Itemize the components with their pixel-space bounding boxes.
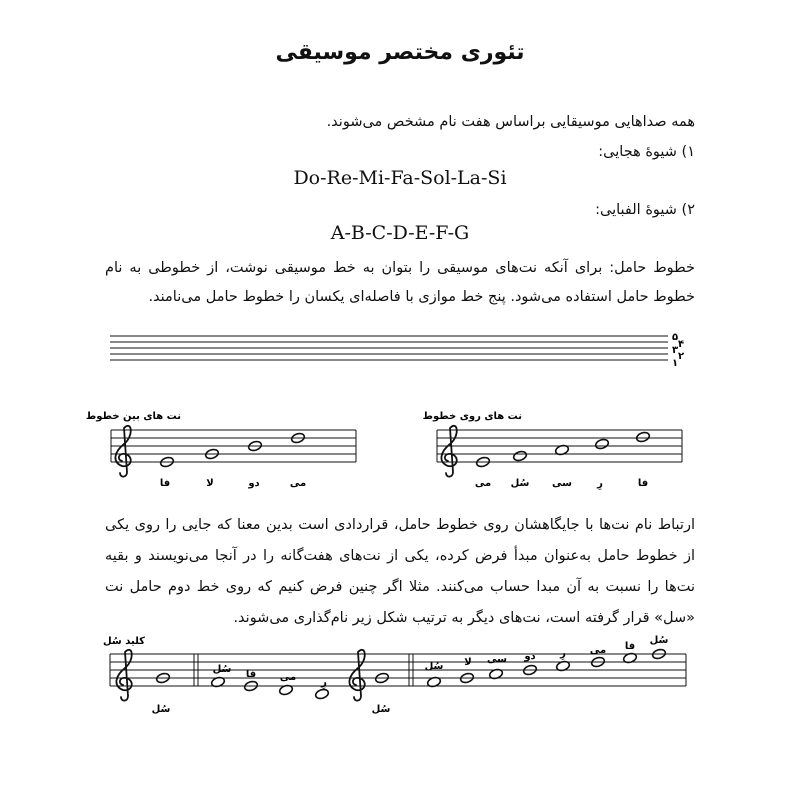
note-head <box>595 438 610 450</box>
note-head <box>513 450 528 462</box>
note-label: می <box>589 645 607 656</box>
note-label: فا <box>637 478 649 489</box>
note-head <box>315 688 330 700</box>
right-staff-example <box>423 411 682 491</box>
note-label: سُل <box>510 478 530 489</box>
note-label: لا <box>206 478 214 489</box>
note-label: سُل <box>151 704 171 715</box>
note-label: سی <box>487 654 507 665</box>
left-example-caption: نت های بین خطوط <box>85 411 181 422</box>
staff-line-number: ۴ <box>678 339 685 350</box>
clef-caption: کلید سُل <box>103 636 145 647</box>
note-label: رِ <box>597 478 603 489</box>
note-label: سُل <box>649 635 669 646</box>
note-label: فا <box>159 478 171 489</box>
note-label: می <box>289 478 307 489</box>
method1-label: ۱) شیوهٔ هجایی: <box>598 144 695 160</box>
note-head <box>636 431 651 443</box>
note-label: سی <box>552 478 572 489</box>
bottom-staff-example <box>103 635 686 715</box>
page-title: تئوری مختصر موسیقی <box>275 40 525 65</box>
note-label: رِ <box>321 677 327 688</box>
method2-label: ۲) شیوهٔ الفبایی: <box>595 202 695 218</box>
note-label: فا <box>624 641 636 652</box>
right-example-caption: نت های روی خطوط <box>422 411 522 422</box>
note-label: دو <box>248 478 260 489</box>
treble-clef-icon <box>115 426 130 477</box>
relation-paragraph: ارتباط نام نت‌ها با جایگاهشان روی خطوط حامل، قراردادی است بدین معنا که جایی را روی یکی از خطوط حامل به‌عنوان مبدأ فرض کرده، یکی از نت‌های هفت‌گانه را در آنجا می‌نویسند و بقیه نت‌ها را نسبت به آن مبدا حساب می‌کنند. مثلا اگر چنین فرض کنیم که روی خط دوم حامل نت «سل» قرار گرفته است، نت‌های دیگر به ترتیب شکل زیر نام‌گذاری می‌شوند. <box>105 517 695 626</box>
note-label: می <box>279 672 297 683</box>
note-label: رِ <box>560 648 566 659</box>
letter-notes: A-B-C-D-E-F-G <box>330 222 470 244</box>
note-label: دو <box>524 651 536 662</box>
left-staff-example <box>86 411 356 489</box>
staff-paragraph: خطوط حامل: برای آنکه نت‌های موسیقی را بتوان به خط موسیقی نوشت، از خطوطی به نام خطوط حامل استفاده می‌شود. پنج خط موازی با فاصله‌ای یکسان را خطوط حامل می‌نامند. <box>105 260 695 305</box>
intro-text: همه صداهایی موسیقایی براساس هفت نام مشخص می‌شوند. <box>326 114 695 130</box>
staff-line-number: ۳ <box>672 345 679 356</box>
staff-line-number: ۱ <box>672 358 679 369</box>
treble-clef-icon <box>349 650 364 701</box>
note-label: لا <box>464 657 472 668</box>
staff-diagram <box>110 332 684 369</box>
note-label: سُل <box>424 661 444 672</box>
note-label: سُل <box>371 704 391 715</box>
treble-clef-icon <box>116 650 131 701</box>
note-label: می <box>474 478 492 489</box>
note-label: سُل <box>212 664 232 675</box>
treble-clef-icon <box>441 426 456 477</box>
note-label: فا <box>245 669 257 680</box>
solfege-notes: Do-Re-Mi-Fa-Sol-La-Si <box>293 167 507 189</box>
staff-line-number: ۵ <box>672 332 679 343</box>
staff-line-number: ۲ <box>678 351 685 362</box>
